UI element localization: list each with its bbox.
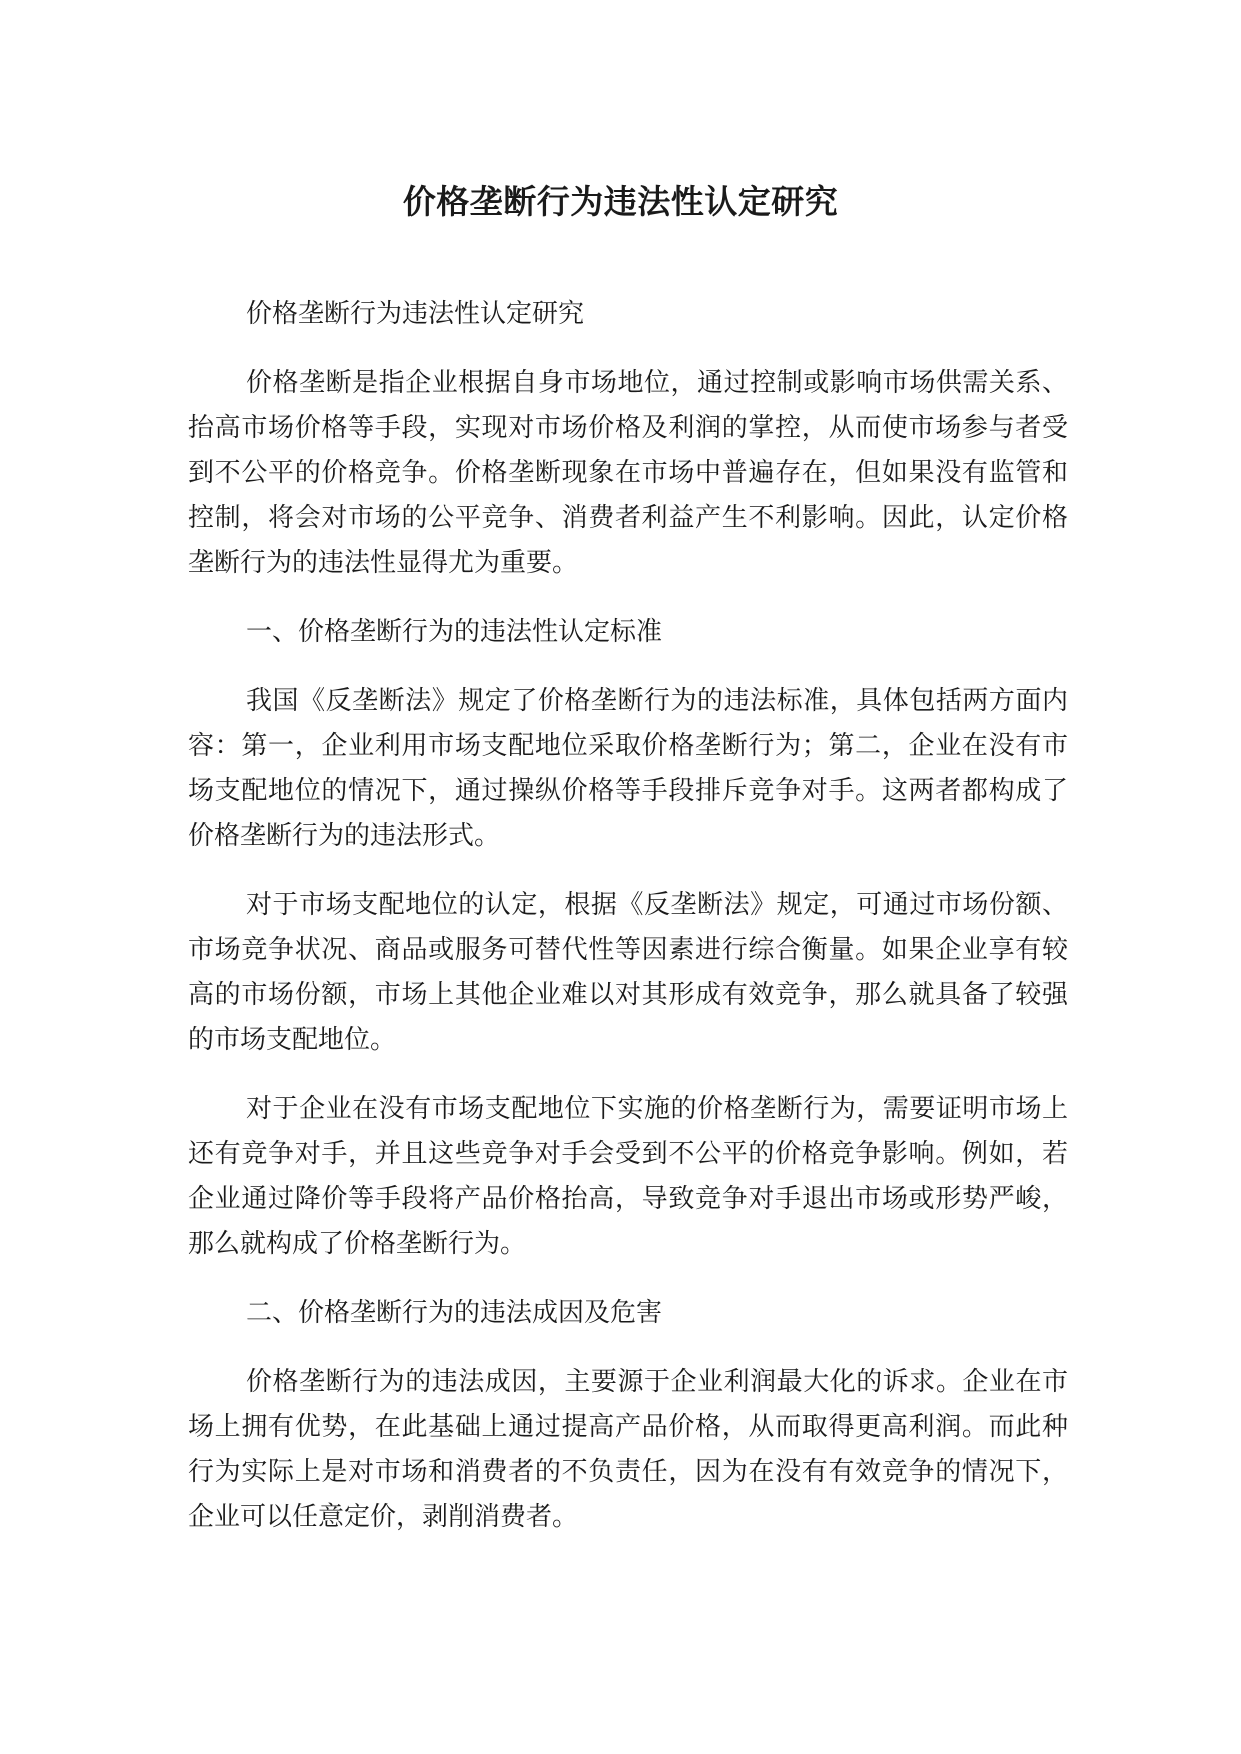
paragraph-market-dominance: 对于市场支配地位的认定，根据《反垄断法》规定，可通过市场份额、市场竞争状况、商品或服务可替代性等因素进行综合衡量。如果企业享有较高的市场份额，市场上其他企业难以对其形成有效竞争，那么就具备了较强的市场支配地位。	[188, 890, 1068, 1055]
document-title: 价格垄断行为违法性认定研究	[402, 182, 839, 221]
paragraph-legal-standard: 我国《反垄断法》规定了价格垄断行为的违法标准，具体包括两方面内容：第一，企业利用市场支配地位采取价格垄断行为；第二，企业在没有市场支配地位的情况下，通过操纵价格等手段排斥竞争对手。这两者都构成了价格垄断行为的违法形式。	[188, 686, 1068, 851]
paragraph-subtitle: 价格垄断行为违法性认定研究	[246, 299, 585, 329]
paragraph-no-dominance: 对于企业在没有市场支配地位下实施的价格垄断行为，需要证明市场上还有竞争对手，并且这些竞争对手会受到不公平的价格竞争影响。例如，若企业通过降价等手段将产品价格抬高，导致竞争对手退出市场或形势严峻，那么就构成了价格垄断行为。	[188, 1094, 1068, 1259]
document-body	[188, 292, 1068, 1564]
section-heading-2: 二、价格垄断行为的违法成因及危害	[246, 1298, 663, 1328]
paragraph-causes: 价格垄断行为的违法成因，主要源于企业利润最大化的诉求。企业在市场上拥有优势，在此基础上通过提高产品价格，从而取得更高利润。而此种行为实际上是对市场和消费者的不负责任，因为在没有有效竞争的情况下，企业可以任意定价，剥削消费者。	[188, 1367, 1068, 1532]
section-heading-1: 一、价格垄断行为的违法性认定标准	[246, 617, 663, 647]
paragraph-intro: 价格垄断是指企业根据自身市场地位，通过控制或影响市场供需关系、抬高市场价格等手段，实现对市场价格及利润的掌控，从而使市场参与者受到不公平的价格竞争。价格垄断现象在市场中普遍存在，但如果没有监管和控制，将会对市场的公平竞争、消费者利益产生不利影响。因此，认定价格垄断行为的违法性显得尤为重要。	[188, 368, 1068, 578]
